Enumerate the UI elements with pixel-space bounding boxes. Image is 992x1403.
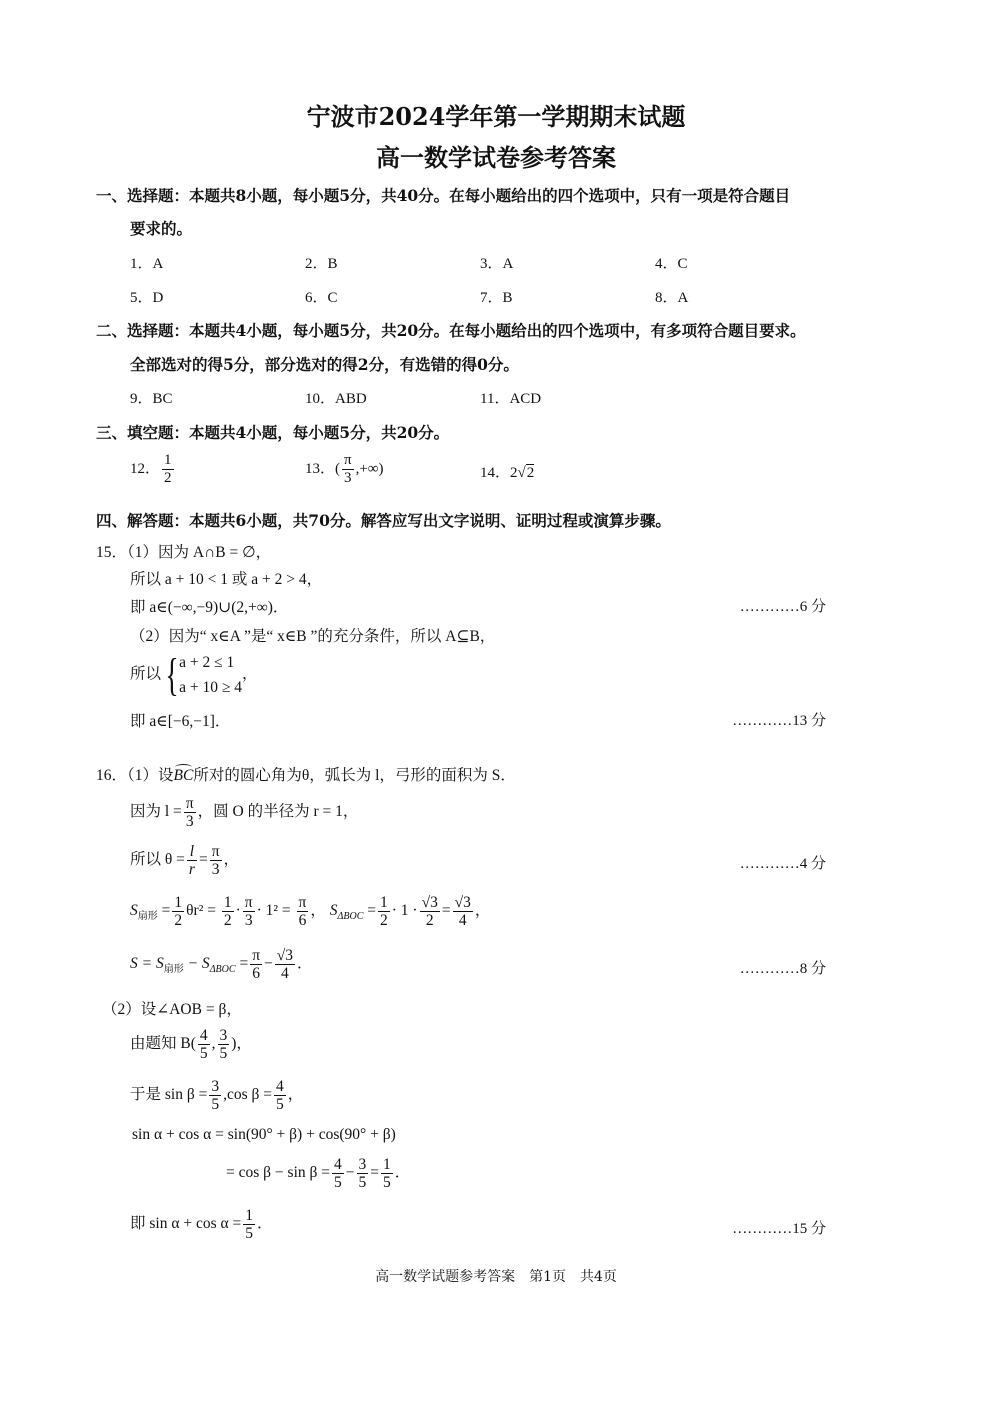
q16-line8-pre: 于是 sin β = xyxy=(130,1086,208,1104)
fraction xyxy=(210,843,222,878)
q16-line10 xyxy=(226,1156,410,1191)
denominator: 4 xyxy=(281,965,289,982)
answer-6: 6．C xyxy=(305,290,338,306)
q16-line7-post: )， xyxy=(231,1035,252,1053)
answer-3: 3．A xyxy=(480,256,514,272)
section1-header-cont: 要求的。 xyxy=(130,219,193,238)
denominator: 2 xyxy=(380,912,388,929)
fraction xyxy=(381,1156,393,1191)
numerator: π xyxy=(244,894,253,911)
numerator: l xyxy=(187,843,197,861)
numerator: 1 xyxy=(383,1156,391,1173)
numerator: 1 xyxy=(174,894,183,911)
left-brace-icon: { xyxy=(165,649,179,700)
inequality-1: a + 2 ≤ 1 xyxy=(179,654,235,671)
answer-12-label: 12． xyxy=(130,460,161,477)
q16-line11-pre: 即 sin α + cos α = xyxy=(130,1215,242,1233)
numerator: √3 xyxy=(421,894,438,911)
fraction xyxy=(187,843,197,878)
sqrt-icon: √ xyxy=(517,465,526,481)
q16-line8-post: ， xyxy=(287,1086,304,1104)
separator: ， xyxy=(310,902,326,920)
q16-line11 xyxy=(130,1207,273,1242)
term: θr² = xyxy=(186,902,216,920)
denominator: 5 xyxy=(358,1174,367,1191)
answer-13 xyxy=(305,452,384,487)
q16-line8 xyxy=(130,1078,303,1113)
q15-score-1: …………6 分 xyxy=(739,599,826,615)
equals: = xyxy=(198,851,208,869)
dot: · xyxy=(235,902,241,920)
fraction xyxy=(275,947,295,982)
numerator: 3 xyxy=(219,1027,228,1044)
q16-line5-mid: − S xyxy=(187,955,210,973)
denominator: 3 xyxy=(211,861,220,878)
equals: = xyxy=(239,955,249,973)
fraction xyxy=(250,947,262,982)
denominator: 6 xyxy=(252,965,260,982)
section2-header: 二、选择题：本题共4小题，每小题5分，共20分。在每小题给出的四个选项中，有多项符合题目要求。 xyxy=(96,321,806,340)
denominator: 5 xyxy=(199,1045,208,1062)
equals: = xyxy=(370,1164,379,1182)
q15-line5 xyxy=(130,650,258,700)
arc-bc: BC xyxy=(173,767,194,784)
denominator: 3 xyxy=(185,813,194,830)
subscript: 扇形 xyxy=(137,911,158,923)
denominator: 5 xyxy=(276,1096,284,1113)
fraction xyxy=(342,452,354,487)
denominator: 2 xyxy=(223,912,232,929)
section3-header: 三、填空题：本题共4小题，每小题5分，共20分。 xyxy=(96,423,450,442)
denominator: 3 xyxy=(344,470,352,486)
fraction xyxy=(172,894,184,929)
q16-line5 xyxy=(130,947,313,982)
numerator: π xyxy=(298,894,307,911)
line-end: ． xyxy=(297,955,313,973)
fraction xyxy=(332,1156,344,1191)
numerator: 1 xyxy=(223,894,232,911)
q15-line1: 15．（1）因为 A∩B = ∅， xyxy=(96,544,272,561)
q16-line7 xyxy=(130,1027,252,1062)
q15-score-2: …………13 分 xyxy=(732,713,826,729)
numerator: √3 xyxy=(454,894,471,911)
denominator: 6 xyxy=(298,912,307,929)
term: · 1 · xyxy=(391,902,418,920)
q16-score-3: …………15 分 xyxy=(732,1221,826,1237)
minus: − xyxy=(264,955,273,973)
answer-1: 1．A xyxy=(130,256,164,272)
section4-header: 四、解答题：本题共6小题，共70分。解答应写出文字说明、证明过程或演算步骤。 xyxy=(96,511,671,530)
q15-line5-post: ， xyxy=(242,665,258,683)
inequality-2: a + 10 ≥ 4 xyxy=(179,679,242,696)
q16-line3 xyxy=(130,843,239,878)
answer-5: 5．D xyxy=(130,290,164,306)
q16-line2-pre: 因为 l = xyxy=(130,803,182,821)
fraction xyxy=(357,1156,369,1191)
denominator: 2 xyxy=(174,912,183,929)
denominator: 2 xyxy=(164,470,172,486)
answer-11: 11．ACD xyxy=(480,391,542,407)
equals: = xyxy=(441,902,451,920)
denominator: 3 xyxy=(244,912,253,929)
denominator: 5 xyxy=(383,1174,391,1191)
s-symbol: S xyxy=(329,902,338,920)
document-subtitle: 高一数学试卷参考答案 xyxy=(376,143,616,172)
fraction xyxy=(198,1027,210,1062)
q16-score-1: …………4 分 xyxy=(739,856,826,872)
minus: − xyxy=(345,1164,355,1182)
numerator: 1 xyxy=(380,894,388,911)
q16-line3-post: ， xyxy=(223,851,240,869)
q15-line2: 所以 a + 10 < 1 或 a + 2 > 4， xyxy=(130,571,323,588)
equals: = xyxy=(161,902,171,920)
numerator: 4 xyxy=(199,1027,208,1044)
term: · 1² = xyxy=(256,902,291,920)
s-symbol: S xyxy=(130,902,138,920)
answer-14-coef: 2 xyxy=(510,465,518,481)
fraction xyxy=(218,1027,230,1062)
denominator: 5 xyxy=(211,1096,220,1113)
denominator: 5 xyxy=(245,1225,253,1242)
numerator: π xyxy=(344,452,352,468)
line-end: ． xyxy=(394,1164,411,1182)
line-end: ． xyxy=(256,1215,273,1233)
q16-line1-pre: 16．（1）设 xyxy=(96,767,174,784)
fraction xyxy=(378,894,390,929)
q16-line5-pre: S = S xyxy=(130,955,164,973)
answer-2: 2．B xyxy=(305,256,338,272)
numerator: 3 xyxy=(358,1156,367,1173)
denominator: 5 xyxy=(219,1045,228,1062)
denominator: 5 xyxy=(334,1174,342,1191)
q16-line8-mid: ,cos β = xyxy=(223,1086,273,1104)
numerator: √3 xyxy=(276,947,294,964)
line-end: ， xyxy=(474,902,491,920)
answer-13-open: ( xyxy=(335,460,341,477)
answer-7: 7．B xyxy=(480,290,513,306)
answer-14 xyxy=(480,461,534,482)
fraction xyxy=(243,1207,255,1242)
denominator: r xyxy=(188,861,195,878)
answer-12 xyxy=(130,452,176,487)
answer-9: 9．BC xyxy=(130,391,173,407)
fraction xyxy=(243,894,255,929)
q15-line6: 即 a∈[−6,−1]． xyxy=(130,713,231,730)
q16-score-2: …………8 分 xyxy=(739,961,826,977)
answer-4: 4．C xyxy=(655,256,688,272)
answer-13-rest: ,+∞) xyxy=(355,460,384,477)
section2-header-cont: 全部选对的得5分，部分选对的得2分，有选错的得0分。 xyxy=(130,355,519,374)
section1-header: 一、选择题：本题共8小题，每小题5分，共40分。在每小题给出的四个选项中，只有一项是符合题目 xyxy=(96,186,791,205)
fraction xyxy=(162,452,174,487)
numerator: 4 xyxy=(334,1156,342,1173)
denominator: 4 xyxy=(458,912,467,929)
numerator: 1 xyxy=(164,452,172,468)
q16-line1 xyxy=(96,763,516,785)
fraction xyxy=(297,894,309,929)
numerator: π xyxy=(252,947,261,964)
fraction xyxy=(453,894,473,929)
q15-line3: 即 a∈(−∞,−9)∪(2,+∞)． xyxy=(130,599,289,616)
document-title: 宁波市2024学年第一学期期末试题 xyxy=(306,102,686,131)
fraction xyxy=(420,894,440,929)
q16-line4 xyxy=(130,894,490,929)
numerator: 3 xyxy=(211,1078,220,1095)
answer-14-radicand: 2 xyxy=(526,465,535,481)
fraction xyxy=(184,795,196,830)
answer-10: 10．ABD xyxy=(305,391,367,407)
q16-line9: sin α + cos α = sin(90° + β) + cos(90° + β) xyxy=(132,1126,396,1143)
answer-8: 8．A xyxy=(655,290,689,306)
fraction xyxy=(209,1078,221,1113)
q15-line5-pre: 所以 xyxy=(130,665,162,683)
q16-line1-post: 所对的圆心角为θ，弧长为 l，弓形的面积为 S． xyxy=(193,767,516,784)
fraction xyxy=(274,1078,286,1113)
inequality-system xyxy=(179,650,242,700)
q16-line10-pre: = cos β − sin β = xyxy=(226,1164,330,1182)
answer-14-label: 14． xyxy=(480,465,511,481)
subscript: ΔBOC xyxy=(337,911,364,923)
comma: , xyxy=(211,1035,216,1053)
q16-line3-pre: 所以 θ = xyxy=(130,851,185,869)
denominator: 2 xyxy=(425,912,434,929)
q16-line2 xyxy=(130,795,358,830)
page-footer: 高一数学试题参考答案 第1页 共4页 xyxy=(375,1269,617,1285)
numerator: π xyxy=(211,843,220,860)
numerator: 4 xyxy=(276,1078,284,1095)
subscript: ΔBOC xyxy=(209,964,236,976)
q16-line2-post: ，圆 O 的半径为 r = 1， xyxy=(197,803,359,821)
numerator: π xyxy=(185,795,194,812)
q15-line4: （2）因为“ x∈A ”是“ x∈B ”的充分条件，所以 A⊆B， xyxy=(130,628,496,645)
answer-13-label: 13． xyxy=(305,460,336,477)
equals: = xyxy=(367,902,377,920)
numerator: 1 xyxy=(245,1207,253,1224)
q16-line6: （2）设∠AOB = β， xyxy=(102,1001,242,1018)
fraction xyxy=(222,894,234,929)
subscript: 扇形 xyxy=(163,964,184,976)
q16-line7-pre: 由题知 B( xyxy=(130,1035,196,1053)
